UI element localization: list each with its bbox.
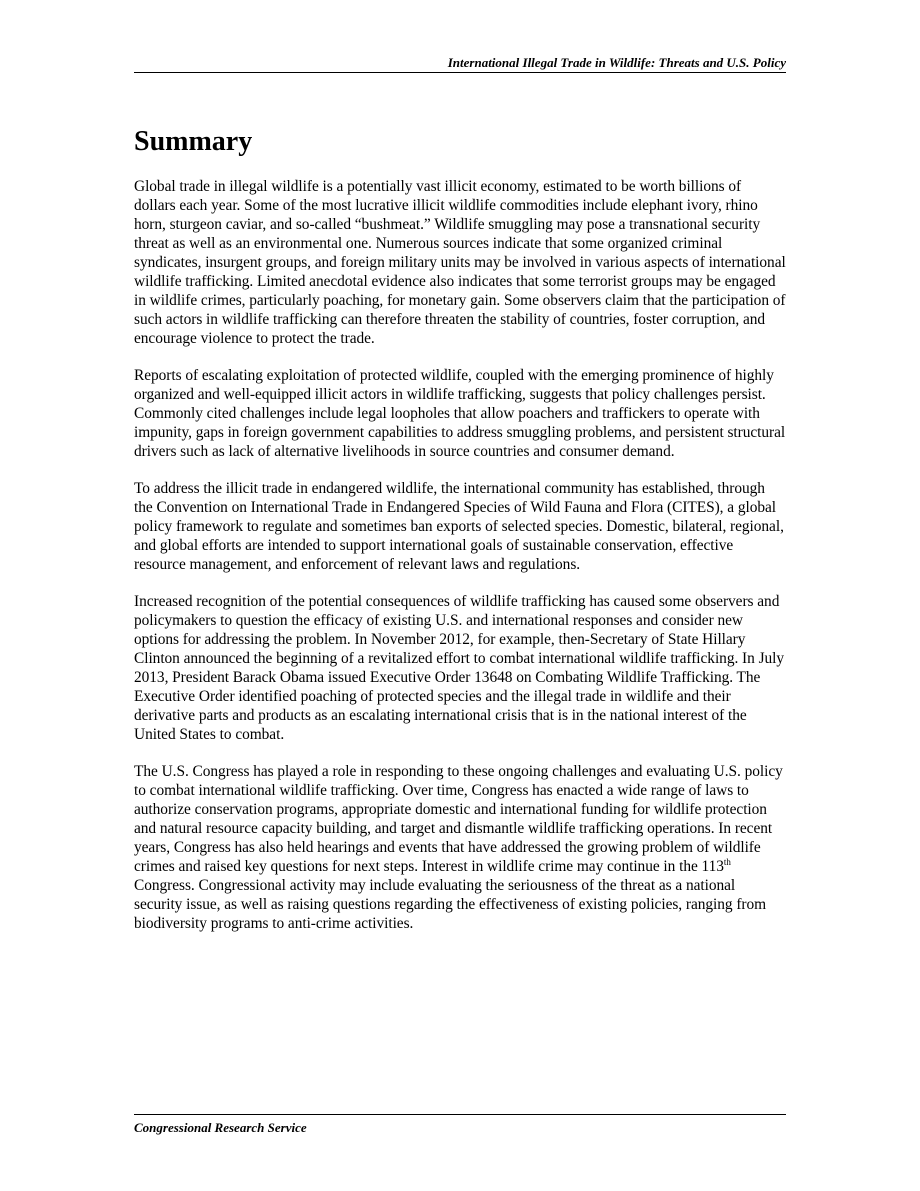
paragraph-1: Global trade in illegal wildlife is a potentially vast illicit economy, estimated to be worth billions of dollars each year. Some of the most lucrative illicit wildlife commodities include elephant ivory, rhino horn, sturgeon caviar, and so-called “bushmeat.” Wildlife smuggling may pose a transnational security threat as well as an environmental one. Numerous sources indicate that some organized criminal syndicates, insurgent groups, and foreign military units may be involved in various aspects of international wildlife trafficking. Limited anecdotal evidence also indicates that some terrorist groups may be engaged in wildlife crimes, particularly poaching, for monetary gain. Some observers claim that the participation of such actors in wildlife trafficking can therefore threaten the stability of countries, foster corruption, and encourage violence to protect the trade. — [134, 178, 786, 347]
page-title: Summary — [134, 126, 253, 157]
ordinal-superscript: th — [723, 856, 731, 867]
body-text — [134, 177, 786, 951]
header-rule — [134, 72, 786, 73]
paragraph-4: Increased recognition of the potential consequences of wildlife trafficking has caused some observers and policymakers to question the efficacy of existing U.S. and international responses and consider new options for addressing the problem. In November 2012, for example, then-Secretary of State Hillary Clinton announced the beginning of a revitalized effort to combat international wildlife trafficking. In July 2013, President Barack Obama issued Executive Order 13648 on Combating Wildlife Trafficking. The Executive Order identified poaching of protected species and the illegal trade in wildlife and their derivative parts and products as an escalating international crisis that is in the national interest of the United States to combat. — [134, 593, 785, 743]
paragraph-5-text-after: Congress. Congressional activity may include evaluating the seriousness of the threat as a national security issue, as well as raising questions regarding the effectiveness of existing policies, ranging from biodiversity programs to anti-crime activities. — [134, 877, 767, 932]
running-header: International Illegal Trade in Wildlife: Threats and U.S. Policy — [447, 55, 786, 70]
running-footer: Congressional Research Service — [134, 1120, 307, 1135]
paragraph-3: To address the illicit trade in endangered wildlife, the international community has established, through the Convention on International Trade in Endangered Species of Wild Fauna and Flora (CITES), a global policy framework to regulate and sometimes ban exports of selected species. Domestic, bilateral, regional, and global efforts are intended to support international goals of sustainable conservation, effective resource management, and enforcement of relevant laws and regulations. — [134, 480, 784, 573]
paragraph-5 — [134, 762, 786, 933]
paragraph-2: Reports of escalating exploitation of protected wildlife, coupled with the emerging prominence of highly organized and well-equipped illicit actors in wildlife trafficking, suggests that policy challenges persist. Commonly cited challenges include legal loopholes that allow poachers and traffickers to operate with impunity, gaps in foreign government capabilities to address smuggling problems, and persistent structural drivers such as lack of alternative livelihoods in source countries and consumer demand. — [134, 367, 786, 460]
paragraph-5-text-before: The U.S. Congress has played a role in responding to these ongoing challenges and evaluating U.S. policy to combat international wildlife trafficking. Over time, Congress has enacted a wide range of laws to authorize conservation programs, appropriate domestic and international funding for wildlife protection and natural resource capacity building, and target and dismantle wildlife trafficking operations. In recent years, Congress has also held hearings and events that have addressed the growing problem of wildlife crimes and raised key questions for next steps. Interest in wildlife crime may continue in the 113 — [134, 763, 783, 875]
footer-rule — [134, 1114, 786, 1115]
